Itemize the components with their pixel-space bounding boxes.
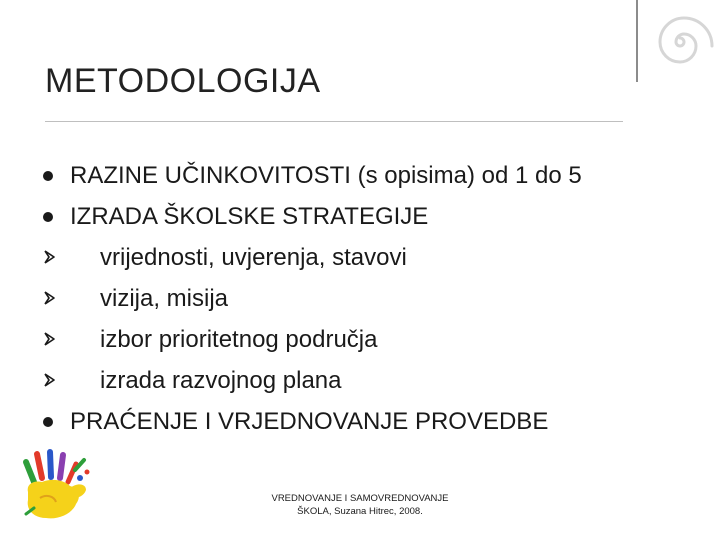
footer-line-2: ŠKOLA, Suzana Hitrec, 2008. — [297, 506, 423, 517]
bullet-item — [40, 155, 700, 196]
bullet-dot-icon — [40, 401, 60, 442]
sub-bullet-item — [40, 278, 700, 319]
footer — [250, 492, 470, 518]
painted-hands-logo-icon — [20, 448, 106, 526]
bullet-item — [40, 196, 700, 237]
bullet-dot-icon — [40, 155, 60, 196]
bullet-list — [40, 155, 700, 442]
bullet-text: IZRADA ŠKOLSKE STRATEGIJE — [70, 203, 429, 230]
footer-line-1: VREDNOVANJE I SAMOVREDNOVANJE — [271, 493, 449, 504]
arrow-bullet-icon — [40, 360, 60, 401]
arrow-bullet-icon — [40, 319, 60, 360]
bullet-dot-icon — [40, 196, 60, 237]
bullet-text: PRAĆENJE I VRJEDNOVANJE PROVEDBE — [70, 408, 549, 435]
corner-divider — [636, 0, 638, 82]
bullet-item — [40, 401, 700, 442]
sub-bullet-item — [40, 237, 700, 278]
title-divider — [45, 121, 623, 122]
arrow-bullet-icon — [40, 237, 60, 278]
sub-bullet-item — [40, 360, 700, 401]
page-title: METODOLOGIJA — [45, 62, 321, 100]
spiral-logo-icon — [640, 2, 720, 82]
bullet-text: RAZINE UČINKOVITOSTI (s opisima) od 1 do 5 — [70, 162, 582, 189]
arrow-bullet-icon — [40, 278, 60, 319]
bullet-text: izbor prioritetnog područja — [100, 326, 378, 353]
bullet-text: vizija, misija — [100, 285, 229, 312]
bullet-text: vrijednosti, uvjerenja, stavovi — [100, 244, 407, 271]
bullet-text: izrada razvojnog plana — [100, 367, 342, 394]
sub-bullet-item — [40, 319, 700, 360]
